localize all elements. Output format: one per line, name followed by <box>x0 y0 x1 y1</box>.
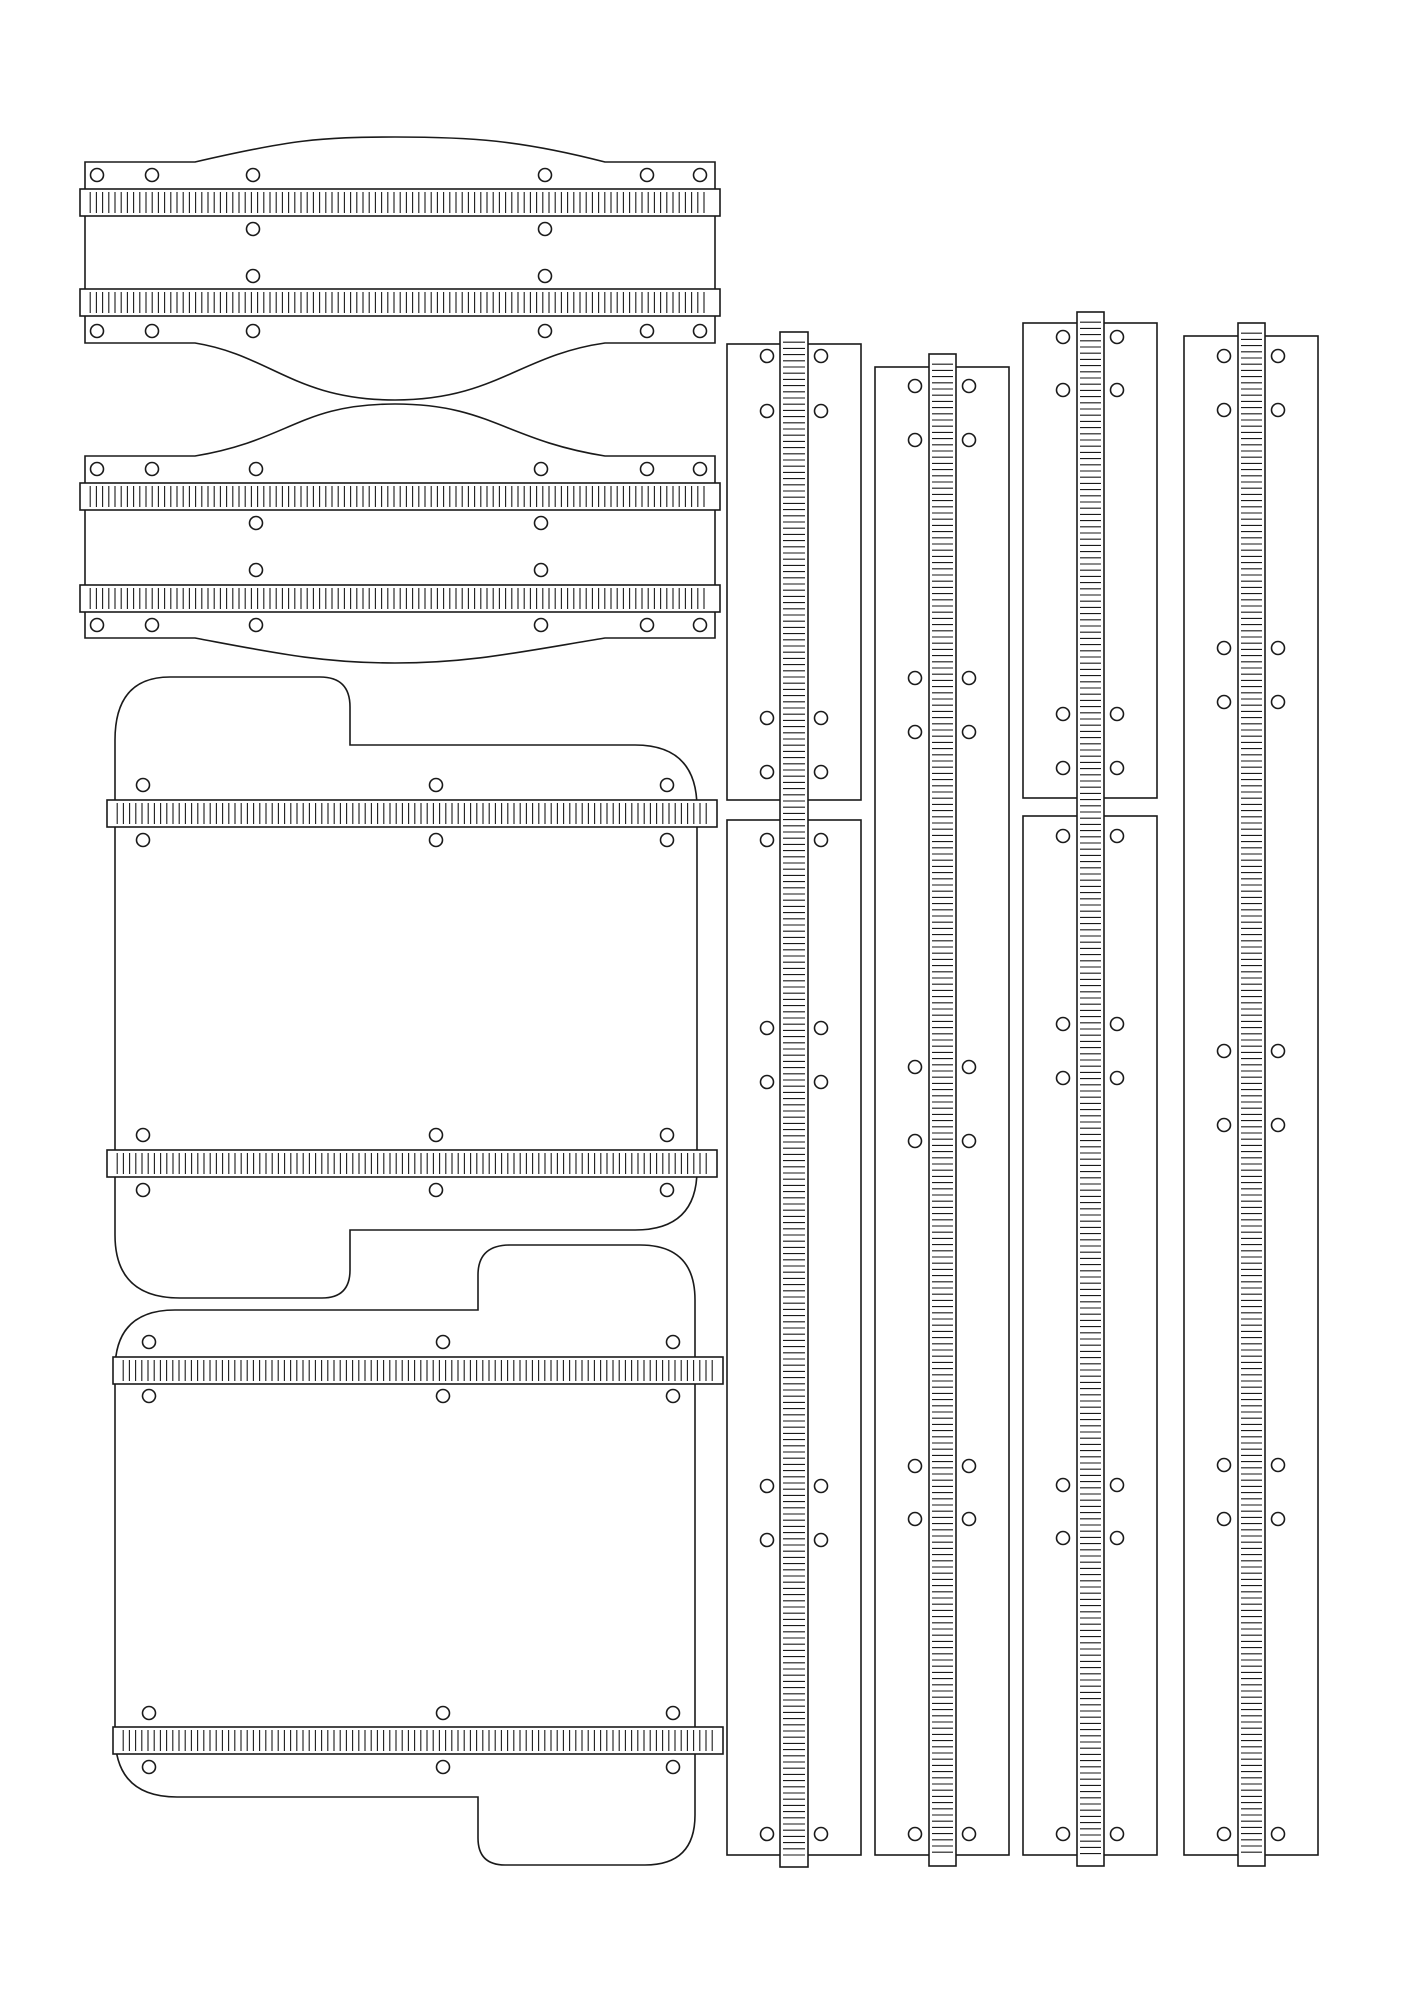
screw-hole <box>1218 1045 1231 1058</box>
hinge-strip <box>113 1727 723 1754</box>
screw-hole <box>250 463 263 476</box>
screw-hole <box>909 1513 922 1526</box>
hinge-strip-group <box>113 1357 723 1754</box>
screw-hole <box>661 1184 674 1197</box>
hinge-strip <box>80 483 720 510</box>
screw-hole <box>250 517 263 530</box>
screw-hole <box>1057 830 1070 843</box>
screw-hole <box>143 1390 156 1403</box>
panel-notched-a <box>107 677 717 1298</box>
screw-hole <box>667 1761 680 1774</box>
column-1 <box>727 332 861 1867</box>
screw-hole <box>963 1513 976 1526</box>
screw-hole <box>661 1129 674 1142</box>
screw-hole <box>137 1129 150 1142</box>
screw-hole <box>430 1184 443 1197</box>
screw-hole <box>815 1022 828 1035</box>
screw-hole <box>909 380 922 393</box>
screw-hole <box>137 779 150 792</box>
hinge-strip <box>929 354 956 1866</box>
screw-hole <box>247 223 260 236</box>
screw-hole <box>761 834 774 847</box>
screw-hole <box>91 463 104 476</box>
hinge-strip-group <box>107 800 717 1177</box>
screw-hole <box>909 672 922 685</box>
panel-outline <box>85 404 715 663</box>
screw-hole <box>761 1480 774 1493</box>
screw-hole <box>1111 1072 1124 1085</box>
hinge-strip <box>80 189 720 216</box>
screw-hole <box>909 1061 922 1074</box>
screw-hole <box>247 169 260 182</box>
screw-hole <box>909 434 922 447</box>
screw-hole-group <box>137 779 674 1197</box>
screw-hole <box>1057 384 1070 397</box>
panel-curved-top-b <box>80 404 720 663</box>
screw-hole <box>1218 1513 1231 1526</box>
screw-hole <box>1272 350 1285 363</box>
screw-hole <box>815 712 828 725</box>
screw-hole <box>641 463 654 476</box>
screw-hole <box>661 779 674 792</box>
screw-hole <box>1111 384 1124 397</box>
hinge-strip-group <box>929 354 956 1866</box>
panel-notched-b <box>113 1245 723 1865</box>
screw-hole <box>1218 1119 1231 1132</box>
screw-hole <box>694 325 707 338</box>
screw-hole <box>963 1460 976 1473</box>
screw-hole <box>1057 331 1070 344</box>
screw-hole <box>1057 1828 1070 1841</box>
screw-hole <box>1272 642 1285 655</box>
screw-hole <box>761 1022 774 1035</box>
screw-hole <box>909 1460 922 1473</box>
screw-hole <box>1057 1532 1070 1545</box>
screw-hole <box>667 1390 680 1403</box>
screw-hole <box>535 564 548 577</box>
screw-hole <box>1272 696 1285 709</box>
screw-hole <box>143 1707 156 1720</box>
screw-hole <box>1218 642 1231 655</box>
screw-hole <box>963 1828 976 1841</box>
screw-hole <box>1057 708 1070 721</box>
screw-hole <box>963 726 976 739</box>
screw-hole <box>1272 404 1285 417</box>
screw-hole <box>694 169 707 182</box>
hinge-strip <box>80 289 720 316</box>
screw-hole <box>1111 1828 1124 1841</box>
screw-hole <box>641 325 654 338</box>
screw-hole <box>909 726 922 739</box>
screw-hole <box>815 405 828 418</box>
screw-hole <box>539 169 552 182</box>
screw-hole <box>963 672 976 685</box>
screw-hole <box>815 766 828 779</box>
screw-hole <box>1111 1018 1124 1031</box>
screw-hole <box>1111 708 1124 721</box>
screw-hole <box>437 1707 450 1720</box>
screw-hole <box>1272 1828 1285 1841</box>
screw-hole <box>91 619 104 632</box>
screw-hole <box>761 1076 774 1089</box>
screw-hole <box>815 350 828 363</box>
screw-hole <box>437 1761 450 1774</box>
screw-hole <box>1272 1119 1285 1132</box>
screw-hole <box>430 1129 443 1142</box>
screw-hole <box>909 1828 922 1841</box>
screw-hole <box>1111 331 1124 344</box>
screw-hole <box>761 1534 774 1547</box>
column-3 <box>1023 312 1157 1866</box>
hinge-strip <box>107 1150 717 1177</box>
screw-hole <box>694 463 707 476</box>
screw-hole <box>247 325 260 338</box>
screw-hole <box>1057 762 1070 775</box>
screw-hole <box>1218 404 1231 417</box>
screw-hole <box>250 619 263 632</box>
screw-hole <box>1057 1072 1070 1085</box>
screw-hole <box>761 350 774 363</box>
screw-hole <box>761 766 774 779</box>
screw-hole <box>539 325 552 338</box>
screw-hole <box>1111 1532 1124 1545</box>
screw-hole <box>1057 1018 1070 1031</box>
screw-hole <box>1218 1459 1231 1472</box>
screw-hole <box>535 463 548 476</box>
screw-hole <box>761 405 774 418</box>
screw-hole <box>146 169 159 182</box>
screw-hole <box>137 1184 150 1197</box>
screw-hole <box>667 1707 680 1720</box>
screw-hole <box>815 834 828 847</box>
screw-hole <box>1218 696 1231 709</box>
screw-hole <box>146 463 159 476</box>
screw-hole <box>1272 1459 1285 1472</box>
hinge-strip <box>113 1357 723 1384</box>
screw-hole <box>437 1336 450 1349</box>
column-4 <box>1184 323 1318 1866</box>
screw-hole <box>143 1761 156 1774</box>
screw-hole <box>815 1480 828 1493</box>
screw-hole <box>1111 762 1124 775</box>
hinge-strip <box>107 800 717 827</box>
screw-hole <box>1218 350 1231 363</box>
hinge-strip-group <box>80 189 720 316</box>
screw-hole <box>1272 1513 1285 1526</box>
hinge-strip-group <box>80 483 720 612</box>
screw-hole <box>815 1076 828 1089</box>
screw-hole <box>761 712 774 725</box>
screw-hole <box>535 517 548 530</box>
screw-hole <box>91 169 104 182</box>
panel-outline <box>115 1245 695 1865</box>
screw-hole <box>137 834 150 847</box>
screw-hole <box>539 223 552 236</box>
screw-hole <box>143 1336 156 1349</box>
screw-hole <box>963 1135 976 1148</box>
screw-hole <box>1272 1045 1285 1058</box>
hinge-strip <box>80 585 720 612</box>
screw-hole <box>661 834 674 847</box>
screw-hole <box>815 1534 828 1547</box>
screw-hole <box>963 1061 976 1074</box>
screw-hole <box>146 619 159 632</box>
screw-hole <box>815 1828 828 1841</box>
screw-hole <box>641 169 654 182</box>
screw-hole <box>1218 1828 1231 1841</box>
screw-hole <box>430 834 443 847</box>
column-2 <box>875 354 1009 1866</box>
screw-hole <box>694 619 707 632</box>
hinge-strip-group <box>1077 312 1104 1866</box>
panel-curved-top-a <box>80 137 720 400</box>
screw-hole-group <box>143 1336 680 1774</box>
hinge-strip <box>1077 312 1104 1866</box>
screw-hole <box>963 434 976 447</box>
screw-hole <box>91 325 104 338</box>
hinge-strip-group <box>780 332 808 1867</box>
screw-hole <box>539 270 552 283</box>
panel-outline <box>85 137 715 400</box>
hinge-strip <box>780 332 808 1867</box>
screw-hole <box>641 619 654 632</box>
screw-hole <box>761 1828 774 1841</box>
screw-hole <box>437 1390 450 1403</box>
screw-hole <box>667 1336 680 1349</box>
hinge-strip <box>1238 323 1265 1866</box>
screw-hole <box>430 779 443 792</box>
screw-hole <box>146 325 159 338</box>
screw-hole <box>909 1135 922 1148</box>
screw-hole <box>535 619 548 632</box>
screw-hole <box>247 270 260 283</box>
screw-hole <box>1111 830 1124 843</box>
panel-outline <box>115 677 697 1298</box>
screw-hole <box>1111 1479 1124 1492</box>
hinge-strip-group <box>1238 323 1265 1866</box>
screw-hole <box>963 380 976 393</box>
screw-hole <box>250 564 263 577</box>
screw-hole <box>1057 1479 1070 1492</box>
